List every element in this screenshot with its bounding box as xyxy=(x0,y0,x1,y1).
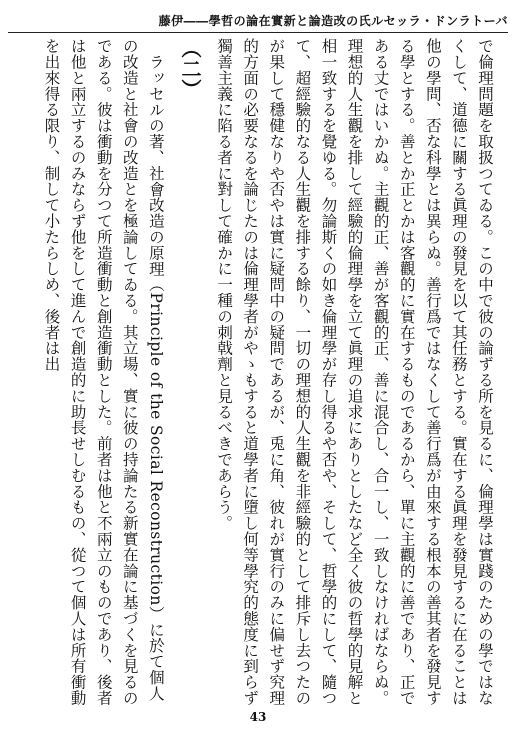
page-number: 43 xyxy=(249,710,267,724)
section-paragraph: ラッセルの著、社會改造の原理（Principle of the Social Reconstruction）に於て個人の改造と社會の改造とを極論してゐる。其立場、實に彼の持論たる新實在論に基づくを見るのである。彼は衝動を分つて所造衝動と創造衝動とした。前者は他と不兩立のものであり、後者は他と兩立するのみならず他をして進んで創造的に助長せしむるもの、從つて個人は所有衝動を出來得る限り、制して小たらしめ、後者は出 xyxy=(42,38,165,706)
running-head xyxy=(8,8,508,33)
section-heading: （二） xyxy=(177,38,202,100)
running-head-text: バートランド・ラッセル氏の改造論と新實在論の哲學――伊藤 xyxy=(158,13,508,28)
body-paragraph: で倫理問題を取扱つてゐる。この中で彼の論ずる所を見るに、倫理學は實踐のための學ではなくして、道德に關する眞理の發見を以て其任務とする。實在する眞理を發見するに在ることは他の學問、否な科學とは異らぬ。善行爲ではなくして善行爲が由來する根本の善其者を發見する學とする。善とか正とかは客觀的に實在するものであるから、單に主觀的に善であり、正である丈ではいかぬ。主觀的正、善が客觀的正、善に混合し、合一し、一致しなければならぬ。理想的人生觀を排して經驗的倫理學を立て眞理の追求にありとしたなど全く彼の哲學的見解と相一致するを覺ゆる。勿論斯くの如き倫理學が存し得るや否や、そして、哲學的にして、隨つて、超經驗的なる人生觀を排する餘り、一切の理想的人生觀を非經驗的として排斥し去つたのが果して穩健なりや否やは實に疑問中の疑問であるが、兎に角、彼れが實行のみに偏せず究理的方面の必要なるを論じたのは倫理學者がやゝもすると道學者に墮し何等學究的態度に到らず獨善主義に陷る者に對して確かに一種の刺戟劑と見るべきであらう。 xyxy=(215,38,494,706)
main-body-text xyxy=(22,38,498,708)
